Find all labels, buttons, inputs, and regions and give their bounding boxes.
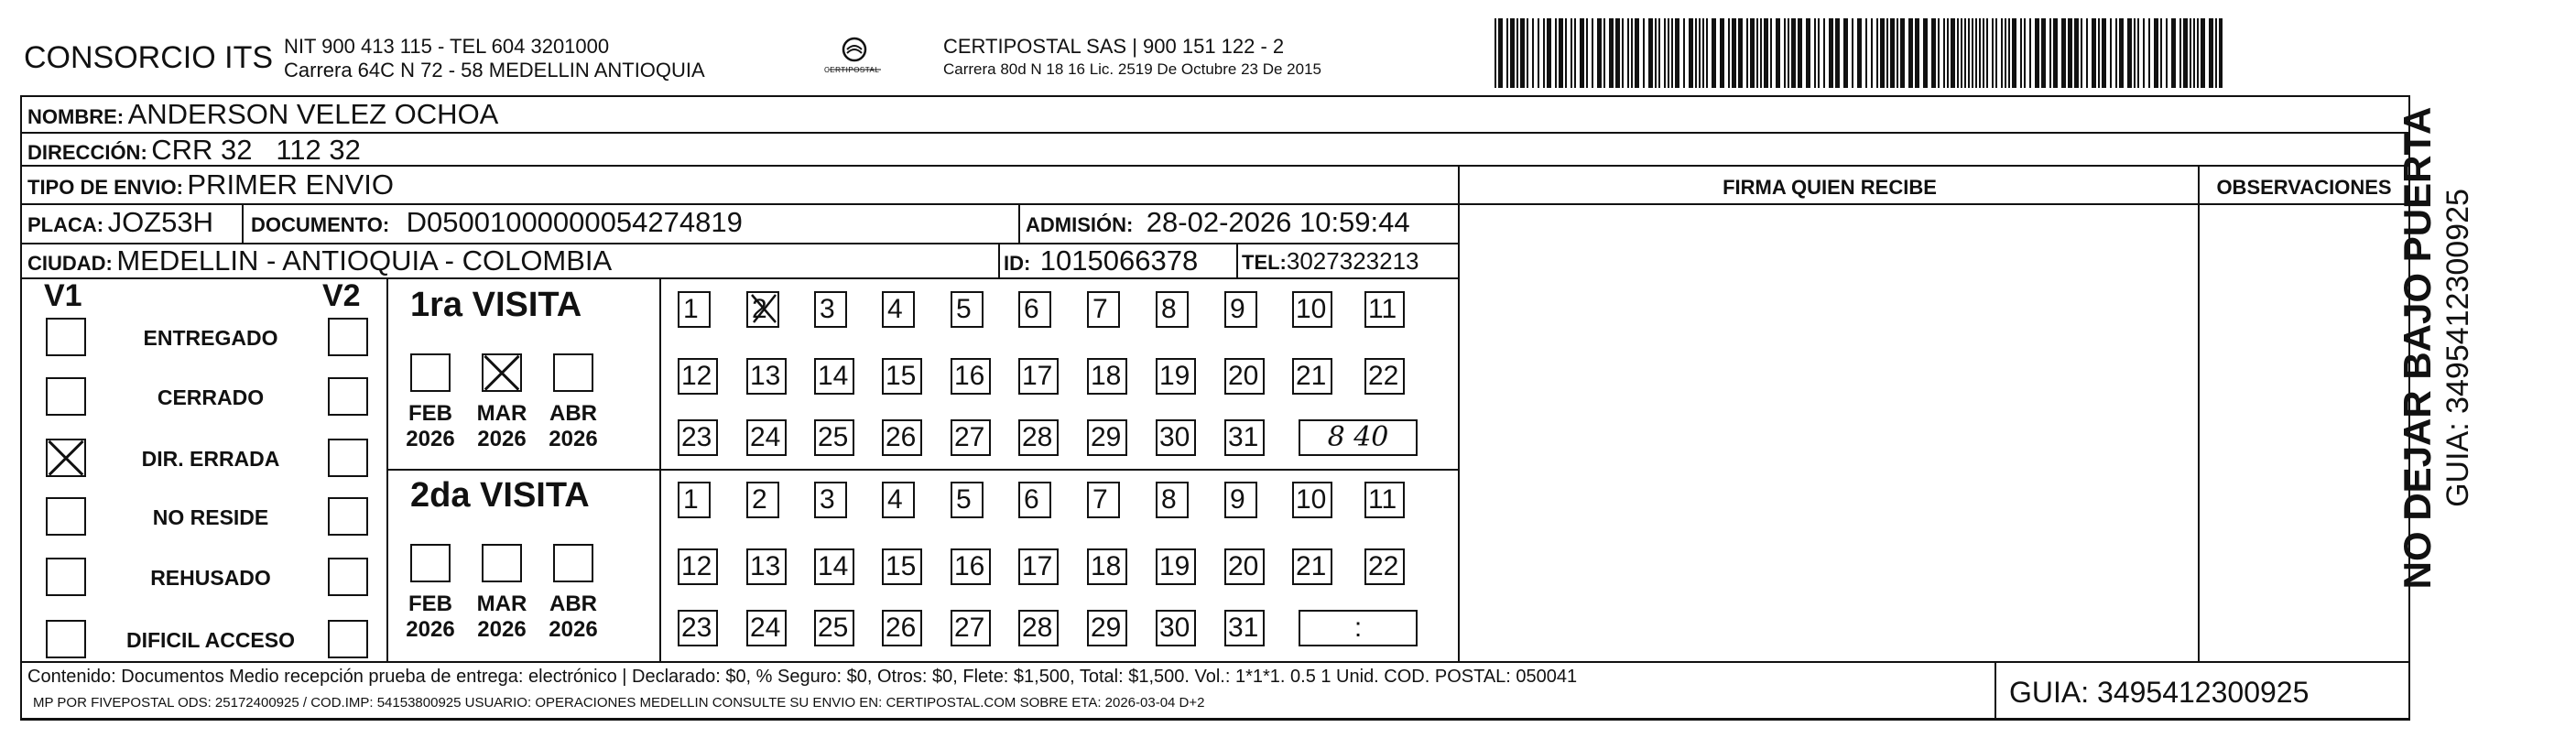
admision-value: 28-02-2026 10:59:44	[1146, 206, 1410, 238]
id-divider	[998, 243, 1000, 277]
visit-1-month-checkbox-abr[interactable]	[553, 353, 593, 392]
visit-2-day-7[interactable]: 7	[1087, 482, 1120, 518]
visit-1-day-25[interactable]: 25	[814, 419, 854, 456]
placa-label: PLACA:	[27, 213, 104, 236]
visits-divider	[386, 469, 1458, 471]
observaciones-divider	[2198, 165, 2200, 661]
visit-2-month-label: MAR 2026	[476, 591, 527, 642]
v2-checkbox-1[interactable]	[328, 318, 368, 356]
visit-2-day-11[interactable]: 11	[1364, 482, 1405, 518]
visit-1-day-4[interactable]: 4	[882, 291, 915, 328]
company-info-line1: NIT 900 413 115 - TEL 604 3201000	[284, 35, 610, 58]
visit-2-day-12[interactable]: 12	[678, 548, 718, 585]
visit-2-month-label: ABR 2026	[549, 591, 598, 642]
visit-1-day-30[interactable]: 30	[1156, 419, 1196, 456]
visit-1-day-6[interactable]: 6	[1018, 291, 1051, 328]
visit-2-day-29[interactable]: 29	[1087, 610, 1127, 646]
visit-1-day-1[interactable]: 1	[678, 291, 711, 328]
v2-checkbox-4[interactable]	[328, 497, 368, 536]
tipo-envio-value: PRIMER ENVIO	[187, 168, 395, 201]
visit-2-month-checkbox-abr[interactable]	[553, 544, 593, 582]
visit-2-day-28[interactable]: 28	[1018, 610, 1059, 646]
visit-2-day-22[interactable]: 22	[1364, 548, 1405, 585]
form-border-bottom	[20, 718, 2410, 721]
visit-1-day-2[interactable]: 2	[746, 291, 779, 328]
no-dejar-bajo-puerta: NO DEJAR BAJO PUERTA	[2396, 106, 2439, 590]
visit-2-day-24[interactable]: 24	[746, 610, 787, 646]
status-label: DIFICIL ACCESO	[125, 628, 295, 652]
documento-label: DOCUMENTO:	[251, 213, 390, 236]
footer-tracking: MP POR FIVEPOSTAL ODS: 25172400925 / COD.IMP: 54153800925 USUARIO: OPERACIONES MEDELLIN CONSULTE SU ENVIO EN: CERTIPOSTAL.COM SOBRE ETA: 2026-03-04 D+2	[33, 695, 1205, 711]
visit-1-day-15[interactable]: 15	[882, 358, 922, 395]
v2-checkbox-6[interactable]	[328, 620, 368, 658]
side-guia: GUIA: 3495412300925	[2440, 189, 2475, 507]
v2-checkbox-3[interactable]	[328, 439, 368, 477]
visit-1-day-17[interactable]: 17	[1018, 358, 1059, 395]
visit-1-day-27[interactable]: 27	[951, 419, 991, 456]
id-label: ID:	[1004, 252, 1031, 275]
visit-2-day-26[interactable]: 26	[882, 610, 922, 646]
admision-label: ADMISIÓN:	[1026, 213, 1134, 236]
visit-1-day-31[interactable]: 31	[1224, 419, 1265, 456]
visit-2-day-23[interactable]: 23	[678, 610, 718, 646]
visit-1-day-3[interactable]: 3	[814, 291, 847, 328]
barcode-image	[1495, 18, 2223, 88]
footer-guia-divider	[1994, 661, 1996, 718]
v1-checkbox-1[interactable]	[46, 318, 86, 356]
placa-divider	[242, 203, 244, 243]
visit-2-day-5[interactable]: 5	[951, 482, 984, 518]
status-label: NO RESIDE	[152, 505, 269, 529]
direccion-value: CRR 32 112 32	[151, 134, 361, 166]
carrier-info-line1: CERTIPOSTAL SAS | 900 151 122 - 2	[943, 35, 1285, 58]
v1-checkbox-4[interactable]	[46, 497, 86, 536]
carrier-info-line2: Carrera 80d N 18 16 Lic. 2519 De Octubre 23 De 2015	[943, 60, 1321, 78]
visit-2-day-14[interactable]: 14	[814, 548, 854, 585]
admision-divider	[1018, 203, 1020, 243]
tel-cell	[1242, 247, 1419, 276]
visit-2-month-label: FEB 2026	[406, 591, 455, 642]
v2-checkbox-5[interactable]	[328, 558, 368, 596]
visit-2-month-checkbox-feb[interactable]	[410, 544, 451, 582]
visit-1-day-16[interactable]: 16	[951, 358, 991, 395]
form-border-top	[20, 95, 2410, 97]
visit-1-day-26[interactable]: 26	[882, 419, 922, 456]
carrier-info	[943, 35, 1321, 81]
direccion-row	[27, 134, 361, 167]
signature-divider	[1458, 165, 1460, 661]
visit-1-day-7[interactable]: 7	[1087, 291, 1120, 328]
visit-2-day-9[interactable]: 9	[1224, 482, 1257, 518]
visit-1-title: 1ra VISITA	[410, 286, 582, 324]
row-line-5	[20, 277, 1458, 279]
status-label: ENTREGADO	[143, 326, 278, 350]
visit-1-month-checkbox-mar[interactable]	[482, 353, 522, 392]
visit-2-day-8[interactable]: 8	[1156, 482, 1189, 518]
visit-1-day-22[interactable]: 22	[1364, 358, 1405, 395]
tipo-envio-label: TIPO DE ENVIO:	[27, 176, 183, 199]
visit-2-day-30[interactable]: 30	[1156, 610, 1196, 646]
visit-2-day-1[interactable]: 1	[678, 482, 711, 518]
visit-1-month-label: MAR 2026	[476, 401, 527, 451]
row-line-1	[20, 132, 2410, 134]
v1-checkbox-3[interactable]	[46, 439, 86, 477]
visit-2-month-checkbox-mar[interactable]	[482, 544, 522, 582]
status-label: CERRADO	[157, 385, 265, 409]
visit-1-day-10[interactable]: 10	[1292, 291, 1332, 328]
visit-1-month-checkbox-feb[interactable]	[410, 353, 451, 392]
visit-2-day-13[interactable]: 13	[746, 548, 787, 585]
visit-2-day-2[interactable]: 2	[746, 482, 779, 518]
v1-checkbox-2[interactable]	[46, 377, 86, 416]
visit-2-day-19[interactable]: 19	[1156, 548, 1196, 585]
visit-1-day-23[interactable]: 23	[678, 419, 718, 456]
visit-1-day-12[interactable]: 12	[678, 358, 718, 395]
observaciones-label: OBSERVACIONES	[2216, 176, 2392, 199]
visit-2-day-4[interactable]: 4	[882, 482, 915, 518]
row-line-2	[20, 165, 2410, 167]
visit-1-day-28[interactable]: 28	[1018, 419, 1059, 456]
visit-1-day-9[interactable]: 9	[1224, 291, 1257, 328]
visit-1-day-11[interactable]: 11	[1364, 291, 1405, 328]
footer-guia: GUIA: 3495412300925	[2009, 676, 2310, 709]
footer-contenido: Contenido: Documentos Medio recepción prueba de entrega: electrónico | Declarado: $0, % Seguro: $0, Otros: $0, Flete: $1,500, Total: $1,500. Vol.: 1*1*1. 0.5 1 Unid. COD. POSTAL: 050041	[27, 667, 1578, 687]
certipostal-logo	[813, 33, 896, 81]
placa-value: JOZ53H	[107, 206, 213, 238]
documento-cell	[251, 206, 743, 239]
visit-1-month-label: ABR 2026	[549, 401, 598, 451]
visit-2-day-31[interactable]: 31	[1224, 610, 1265, 646]
day-x-mark-icon	[748, 291, 781, 328]
visit-2-time-field[interactable]: :	[1299, 610, 1418, 646]
documento-value: D05001000000054274819	[406, 206, 743, 238]
visit-1-day-5[interactable]: 5	[951, 291, 984, 328]
v1-label: V1	[44, 278, 82, 313]
visit-2-title: 2da VISITA	[410, 476, 590, 515]
v2-label: V2	[322, 278, 361, 313]
tipo-envio-row	[27, 168, 394, 201]
visit-2-day-27[interactable]: 27	[951, 610, 991, 646]
visit-2-day-16[interactable]: 16	[951, 548, 991, 585]
id-value: 1015066378	[1039, 244, 1199, 277]
visit-2-day-15[interactable]: 15	[882, 548, 922, 585]
v1-checkbox-6[interactable]	[46, 620, 86, 658]
visit-1-day-18[interactable]: 18	[1087, 358, 1127, 395]
signature-header-line	[1462, 203, 2410, 205]
visit-2-day-25[interactable]: 25	[814, 610, 854, 646]
footer-top-line	[20, 661, 2410, 663]
status-label: DIR. ERRADA	[141, 447, 280, 471]
visit-2-day-6[interactable]: 6	[1018, 482, 1051, 518]
form-border-left	[20, 95, 22, 720]
visit-1-day-24[interactable]: 24	[746, 419, 787, 456]
visit-1-day-19[interactable]: 19	[1156, 358, 1196, 395]
direccion-label: DIRECCIÓN:	[27, 141, 147, 164]
visit-1-day-14[interactable]: 14	[814, 358, 854, 395]
company-name: CONSORCIO ITS	[24, 40, 274, 75]
id-cell	[1004, 244, 1198, 277]
ciudad-value: MEDELLIN - ANTIOQUIA - COLOMBIA	[116, 244, 613, 277]
visit-1-day-20[interactable]: 20	[1224, 358, 1265, 395]
visit-2-day-3[interactable]: 3	[814, 482, 847, 518]
placa-cell	[27, 206, 213, 239]
visit-2-day-20[interactable]: 20	[1224, 548, 1265, 585]
v2-checkbox-2[interactable]	[328, 377, 368, 416]
status-label: REHUSADO	[150, 566, 271, 590]
admision-cell	[1026, 206, 1410, 239]
visit-2-day-10[interactable]: 10	[1292, 482, 1332, 518]
tel-divider	[1236, 243, 1238, 277]
visit-1-time-field[interactable]: 8 40	[1299, 419, 1418, 456]
visit-1-day-8[interactable]: 8	[1156, 291, 1189, 328]
visit-1-day-13[interactable]: 13	[746, 358, 787, 395]
company-info	[284, 35, 705, 82]
visit-1-day-21[interactable]: 21	[1292, 358, 1332, 395]
visit-2-day-17[interactable]: 17	[1018, 548, 1059, 585]
visit-1-day-29[interactable]: 29	[1087, 419, 1127, 456]
v1-checkbox-5[interactable]	[46, 558, 86, 596]
company-info-line2: Carrera 64C N 72 - 58 MEDELLIN ANTIOQUIA	[284, 59, 705, 81]
barcode	[1495, 18, 2223, 88]
nombre-value: ANDERSON VELEZ OCHOA	[127, 98, 499, 130]
firma-label: FIRMA QUIEN RECIBE	[1723, 176, 1937, 199]
ciudad-label: CIUDAD:	[27, 252, 113, 275]
ciudad-cell	[27, 244, 612, 277]
tel-value: 3027323213	[1286, 247, 1419, 275]
visit-1-month-label: FEB 2026	[406, 401, 455, 451]
nombre-row	[27, 98, 498, 131]
visit-2-day-18[interactable]: 18	[1087, 548, 1127, 585]
nombre-label: NOMBRE:	[27, 105, 125, 128]
visit-2-day-21[interactable]: 21	[1292, 548, 1332, 585]
logo-lettering: CERTIPOSTAL	[824, 66, 880, 74]
tel-label: TEL:	[1242, 251, 1287, 274]
